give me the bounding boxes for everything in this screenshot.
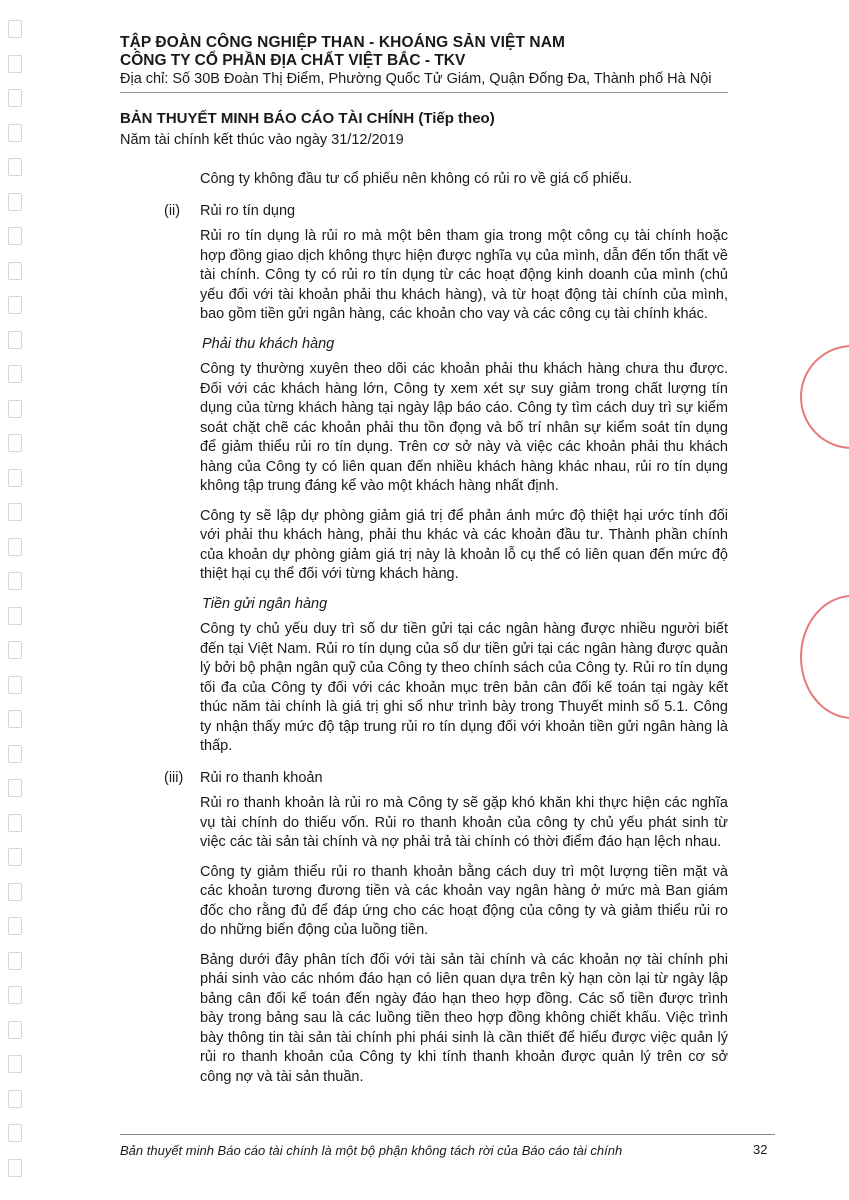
paragraph: Công ty thường xuyên theo dõi các khoản phải thu khách hàng chưa thu được. Đối với các khách hàng lớn, Công ty xem xét sự suy giảm trong chất lượng tín dụng của từng khách hàng tại ngày lập báo cáo. Công ty tìm cách duy trì sự kiểm soát chặt chẽ các khoản phải thu tồn đọng và bố trí nhân sự kiểm soát tín dụng để giảm thiểu rủi ro tín dụng. Trên cơ sở này và việc các khoản phải thu khách hàng của Công ty có liên quan đến nhiều khách hàng khác nhau, rủi ro tín dụng không tập trung đáng kể vào một khách hàng nhất định. bbox=[200, 361, 728, 494]
subheading-receivables: Phải thu khách hàng bbox=[202, 335, 335, 352]
paragraph: Công ty sẽ lập dự phòng giảm giá trị để phản ánh mức độ thiệt hại ước tính đối với phải thu khách hàng, phải thu khác và các khoản đầu tư. Thành phần chính của khoản dự phòng giảm giá trị này là khoản lỗ cụ thể có liên quan đến mức độ thiệt hại cụ thể đối với từng khách hàng. bbox=[200, 507, 728, 582]
report-body bbox=[120, 170, 728, 1087]
header-divider bbox=[120, 92, 728, 93]
intro-paragraph: Công ty không đầu tư cổ phiếu nên không có rủi ro về giá cổ phiếu. bbox=[200, 171, 633, 187]
company-seal-top bbox=[800, 345, 849, 449]
company-seal-middle bbox=[800, 595, 849, 719]
subheading-bank-deposits: Tiền gửi ngân hàng bbox=[202, 595, 328, 612]
footer-divider bbox=[120, 1134, 775, 1135]
paragraph: Rủi ro tín dụng là rủi ro mà một bên tham gia trong một công cụ tài chính hoặc hợp đồng giao dịch không thực hiện được nghĩa vụ của mình, dẫn đến tổn thất về tài chính. Công ty có rủi ro tín dụng từ các hoạt động kinh doanh của mình (chủ yếu đối với tài khoản phải thu khách hàng), và từ hoạt động tài chính của mình, bao gồm tiền gửi ngân hàng, các khoản cho vay và các công cụ tài chính khác. bbox=[200, 228, 728, 322]
section-number: (ii) bbox=[164, 202, 181, 219]
paragraph: Rủi ro thanh khoản là rủi ro mà Công ty sẽ gặp khó khăn khi thực hiện các nghĩa vụ tài chính do thiếu vốn. Rủi ro thanh khoản của công ty chủ yếu phát sinh từ việc các tài sản tài chính và nợ phải trả tài chính có thời điểm đáo hạn lệch nhau. bbox=[200, 795, 728, 850]
paragraph: Bảng dưới đây phân tích đối với tài sản tài chính và các khoản nợ tài chính phi phái sinh vào các nhóm đáo hạn có liên quan dựa trên kỳ hạn còn lại từ ngày lập bảng cân đối kế toán đến ngày đáo hạn theo hợp đồng. Các số tiền được trình bày trong bảng sau là các luồng tiền theo hợp đồng không chiết khấu. Việc trình bày thông tin tài sản tài chính phi phái sinh là cần thiết để hiểu được việc quản lý rủi ro thanh khoản của Công ty khi tính thanh khoản được quản lý trên cơ sở công nợ và tài sản thuần. bbox=[200, 951, 728, 1085]
page-number: 32 bbox=[753, 1142, 768, 1157]
report-subtitle: Năm tài chính kết thúc vào ngày 31/12/2019 bbox=[120, 132, 404, 148]
company-name: CÔNG TY CỔ PHẦN ĐỊA CHẤT VIỆT BẮC - TKV bbox=[120, 52, 466, 69]
report-title: BẢN THUYẾT MINH BÁO CÁO TÀI CHÍNH (Tiếp theo) bbox=[120, 110, 495, 127]
group-name: TẬP ĐOÀN CÔNG NGHIỆP THAN - KHOÁNG SẢN VIỆT NAM bbox=[120, 34, 566, 51]
section-title: Rủi ro thanh khoản bbox=[200, 769, 323, 786]
footer-note: Bản thuyết minh Báo cáo tài chính là một bộ phận không tách rời của Báo cáo tài chính bbox=[120, 1143, 623, 1158]
section-heading-credit-risk bbox=[120, 202, 728, 222]
section-title: Rủi ro tín dụng bbox=[200, 202, 296, 219]
company-address: Địa chỉ: Số 30B Đoàn Thị Điểm, Phường Quốc Tử Giám, Quận Đống Đa, Thành phố Hà Nội bbox=[120, 71, 712, 87]
paragraph: Công ty giảm thiểu rủi ro thanh khoản bằng cách duy trì một lượng tiền mặt và các khoản tương đương tiền và các khoản vay ngân hàng ở mức mà Ban giám đốc cho rằng đủ để đáp ứng cho các hoạt động của công ty và giảm thiểu rủi ro do những biến động của luồng tiền. bbox=[200, 863, 728, 938]
section-heading-liquidity-risk bbox=[120, 769, 728, 789]
paragraph: Công ty chủ yếu duy trì số dư tiền gửi tại các ngân hàng được nhiều người biết đến tại Việt Nam. Rủi ro tín dụng của số dư tiền gửi tại các ngân hàng được quản lý bởi bộ phận ngân quỹ của Công ty theo chính sách của Công ty. Rủi ro tín dụng tối đa của Công ty đối với các khoản mục trên bản cân đối kế toán tại ngày kết thúc năm tài chính là giá trị ghi sổ như trình bày trong Thuyết minh số 5.1. Công ty nhận thấy mức độ tập trung rủi ro tín dụng đối với khoản tiền gửi ngân hàng là thấp. bbox=[200, 621, 728, 754]
section-number: (iii) bbox=[164, 769, 184, 786]
